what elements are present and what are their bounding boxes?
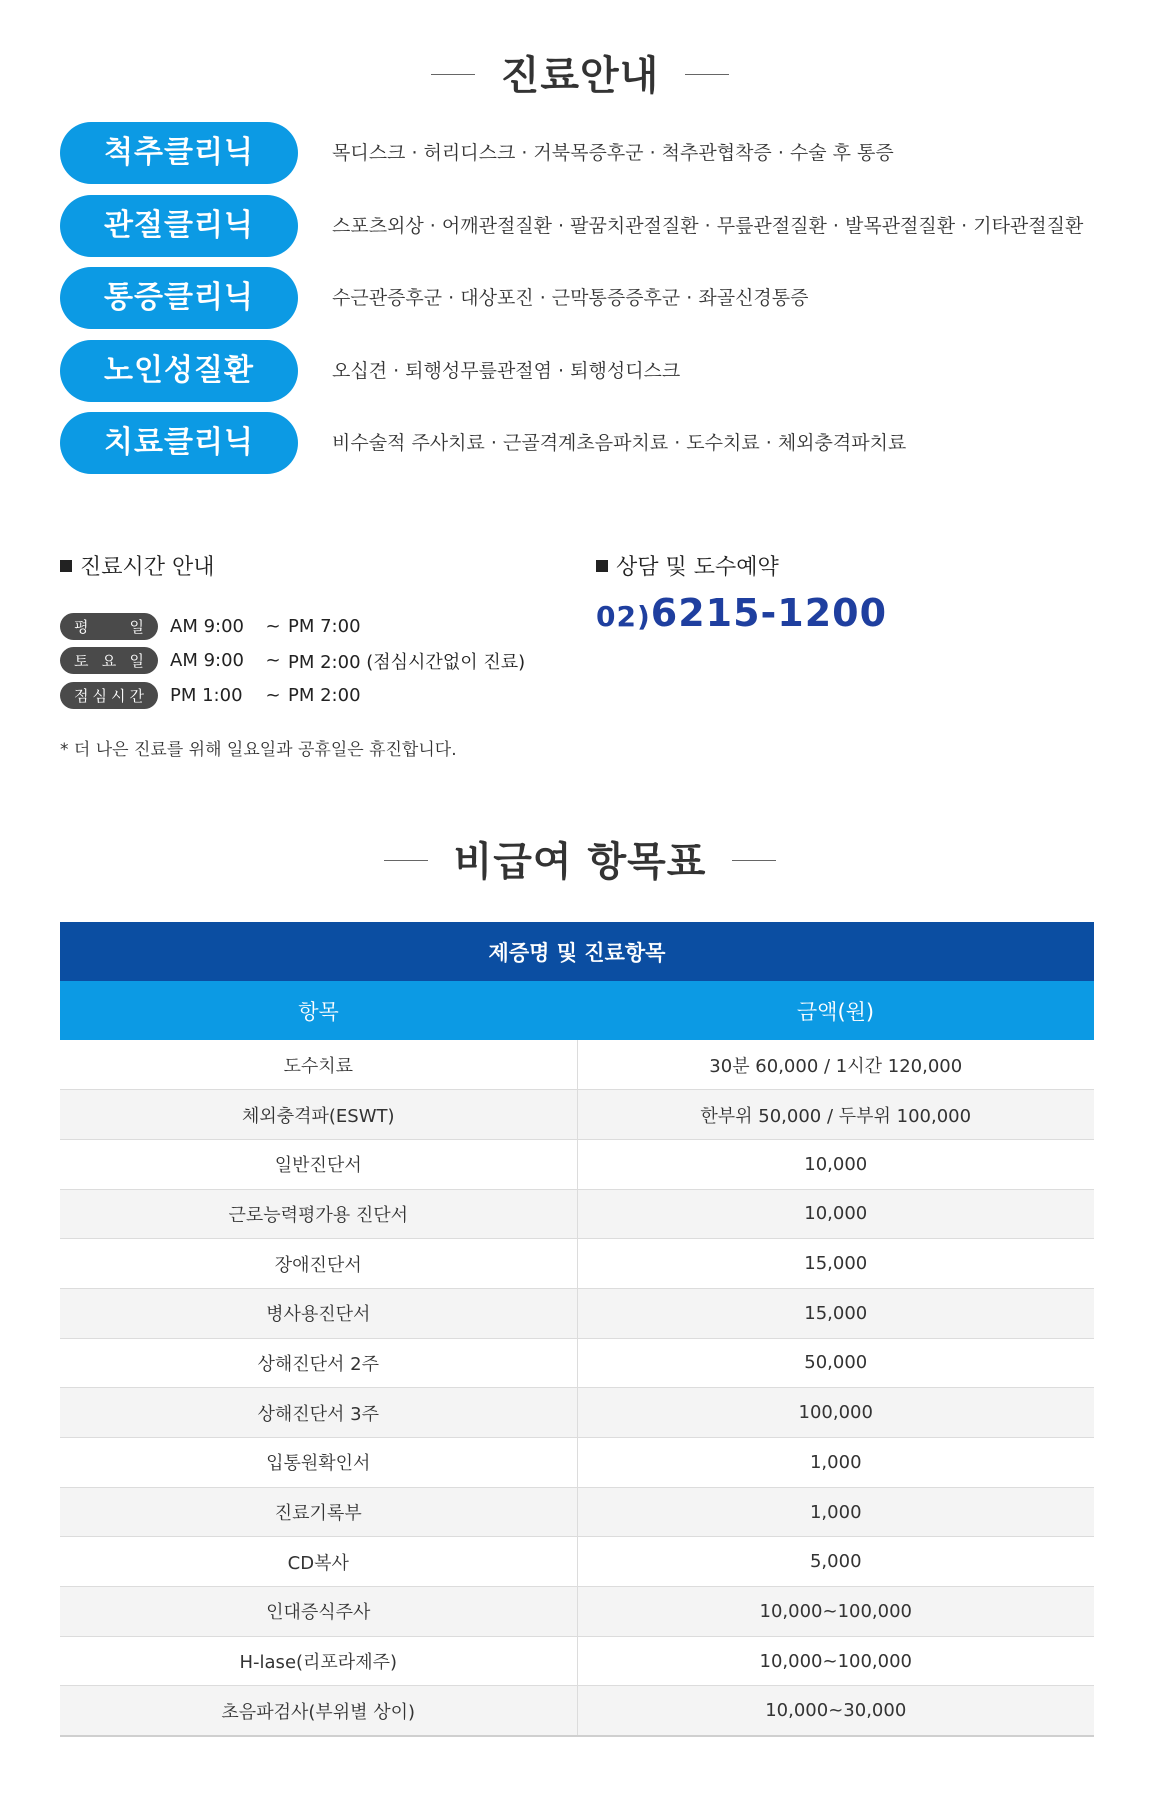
- badge-char: 요: [101, 652, 117, 671]
- clinic-pill-spine[interactable]: 척추클리닉: [60, 122, 298, 184]
- clinic-list: [60, 122, 1100, 485]
- fee-price: 15,000: [577, 1288, 1094, 1338]
- table-row: [60, 1487, 1094, 1537]
- fee-price: 10,000~100,000: [577, 1636, 1094, 1686]
- hours-tilde: ~: [265, 615, 281, 637]
- badge-lunch: [60, 682, 158, 709]
- fee-item: 인대증식주사: [60, 1587, 577, 1637]
- phone-area-code: 02): [596, 600, 651, 633]
- fee-item: 일반진단서: [60, 1139, 577, 1189]
- hours-row-lunch: [60, 678, 580, 713]
- fee-price: 1,000: [577, 1487, 1094, 1537]
- column-header-price: 금액(원): [577, 981, 1094, 1040]
- table-row: [60, 1587, 1094, 1637]
- badge-char: 시: [111, 686, 126, 705]
- clinic-info-title: [0, 44, 1160, 101]
- hours-start: AM 9:00: [170, 615, 244, 637]
- clinic-info-title-text: 진료안내: [500, 53, 660, 99]
- badge-char: 심: [92, 686, 107, 705]
- badge-weekday: [60, 613, 158, 640]
- fee-price: 10,000: [577, 1189, 1094, 1239]
- fee-table: [60, 922, 1094, 1737]
- fee-price: 15,000: [577, 1239, 1094, 1289]
- clinic-desc-geriatric: 오십견 · 퇴행성무릎관절염 · 퇴행성디스크: [332, 359, 681, 382]
- clinic-pill-pain[interactable]: 통증클리닉: [60, 267, 298, 329]
- hours-end: PM 2:00 (점심시간없이 진료): [288, 651, 526, 673]
- title-left-line: [384, 860, 428, 861]
- closed-notice: * 더 나은 진료를 위해 일요일과 공휴일은 휴진합니다.: [60, 739, 457, 760]
- fee-item: 초음파검사(부위별 상이): [60, 1686, 577, 1736]
- fees-title: [0, 830, 1160, 887]
- hours-end: PM 2:00: [288, 684, 361, 706]
- badge-char: 일: [129, 652, 144, 671]
- hours-start: AM 9:00: [170, 650, 244, 672]
- clinic-desc-pain: 수근관증후군 · 대상포진 · 근막통증증후군 · 좌골신경통증: [332, 287, 809, 309]
- table-row: [60, 1090, 1094, 1140]
- hours-tilde: ~: [265, 650, 281, 672]
- consult-heading: [596, 550, 887, 581]
- badge-saturday: [60, 647, 158, 674]
- title-right-line: [732, 860, 776, 861]
- badge-char: 평: [74, 617, 89, 636]
- hours-start: PM 1:00: [170, 684, 243, 706]
- phone-number: 6215-1200: [650, 591, 888, 635]
- table-row: [60, 1686, 1094, 1736]
- fee-price: 10,000: [577, 1139, 1094, 1189]
- fees-title-text: 비급여 항목표: [453, 839, 707, 885]
- hours-row-weekday: [60, 609, 580, 644]
- clinic-pill-treatment[interactable]: 치료클리닉: [60, 412, 298, 474]
- clinic-row-spine: [60, 122, 1100, 195]
- fee-item: CD복사: [60, 1537, 577, 1587]
- hours-row-saturday: [60, 644, 580, 679]
- fee-item: H-lase(리포라제주): [60, 1636, 577, 1686]
- hours-end: PM 7:00: [288, 615, 361, 637]
- table-row: [60, 1388, 1094, 1438]
- fee-price: 10,000~30,000: [577, 1686, 1094, 1736]
- table-row: [60, 1288, 1094, 1338]
- badge-char: 점: [74, 686, 89, 705]
- hours-heading-text: 진료시간 안내: [80, 555, 215, 580]
- clinic-desc-spine: 목디스크 · 허리디스크 · 거북목증후군 · 척추관협착증 · 수술 후 통증: [332, 142, 894, 164]
- fee-price: 5,000: [577, 1537, 1094, 1587]
- fee-item: 장애진단서: [60, 1239, 577, 1289]
- table-row: [60, 1636, 1094, 1686]
- badge-char: 일: [129, 617, 144, 636]
- clinic-row-joint: [60, 195, 1100, 268]
- clinic-row-geriatric: [60, 340, 1100, 413]
- title-left-line: [431, 74, 475, 75]
- fee-item: 체외충격파(ESWT): [60, 1090, 577, 1140]
- table-row: [60, 1537, 1094, 1587]
- fee-item: 입통원확인서: [60, 1438, 577, 1488]
- title-right-line: [685, 74, 729, 75]
- table-row: [60, 1338, 1094, 1388]
- fee-item: 근로능력평가용 진단서: [60, 1189, 577, 1239]
- phone-number-link[interactable]: [596, 591, 887, 635]
- fee-item: 진료기록부: [60, 1487, 577, 1537]
- fee-item: 상해진단서 2주: [60, 1338, 577, 1388]
- fee-price: 100,000: [577, 1388, 1094, 1438]
- clinic-pill-geriatric[interactable]: 노인성질환: [60, 340, 298, 402]
- clinic-desc-treatment: 비수술적 주사치료 · 근골격계초음파치료 · 도수치료 · 체외충격파치료: [332, 432, 907, 454]
- badge-char: 토: [74, 652, 89, 671]
- fee-price: 1,000: [577, 1438, 1094, 1488]
- fee-price: 30분 60,000 / 1시간 120,000: [577, 1040, 1094, 1090]
- column-header-item: 항목: [60, 981, 577, 1040]
- fee-item: 도수치료: [60, 1040, 577, 1090]
- consult-heading-text: 상담 및 도수예약: [616, 555, 779, 580]
- fee-item: 병사용진단서: [60, 1288, 577, 1338]
- table-row: [60, 1040, 1094, 1090]
- clinic-row-pain: [60, 267, 1100, 340]
- badge-char: 간: [129, 686, 144, 705]
- hours-section: [60, 550, 580, 760]
- table-row: [60, 1139, 1094, 1189]
- hours-heading: [60, 550, 580, 581]
- table-row: [60, 1189, 1094, 1239]
- fee-item: 상해진단서 3주: [60, 1388, 577, 1438]
- fee-table-caption: 제증명 및 진료항목: [60, 922, 1094, 981]
- hours-list: [60, 609, 580, 713]
- square-bullet-icon: [60, 560, 72, 572]
- fee-price: 50,000: [577, 1338, 1094, 1388]
- fee-price: 한부위 50,000 / 두부위 100,000: [577, 1090, 1094, 1140]
- clinic-row-treatment: [60, 412, 1100, 485]
- clinic-desc-joint: 스포츠외상 · 어깨관절질환 · 팔꿈치관절질환 · 무릎관절질환 · 발목관절질환 · 기타관절질환: [332, 214, 1084, 237]
- table-row: [60, 1438, 1094, 1488]
- table-row: [60, 1239, 1094, 1289]
- square-bullet-icon: [596, 560, 608, 572]
- consult-section: [596, 550, 887, 635]
- clinic-pill-joint[interactable]: 관절클리닉: [60, 195, 298, 257]
- fee-price: 10,000~100,000: [577, 1587, 1094, 1637]
- hours-tilde: ~: [265, 684, 281, 706]
